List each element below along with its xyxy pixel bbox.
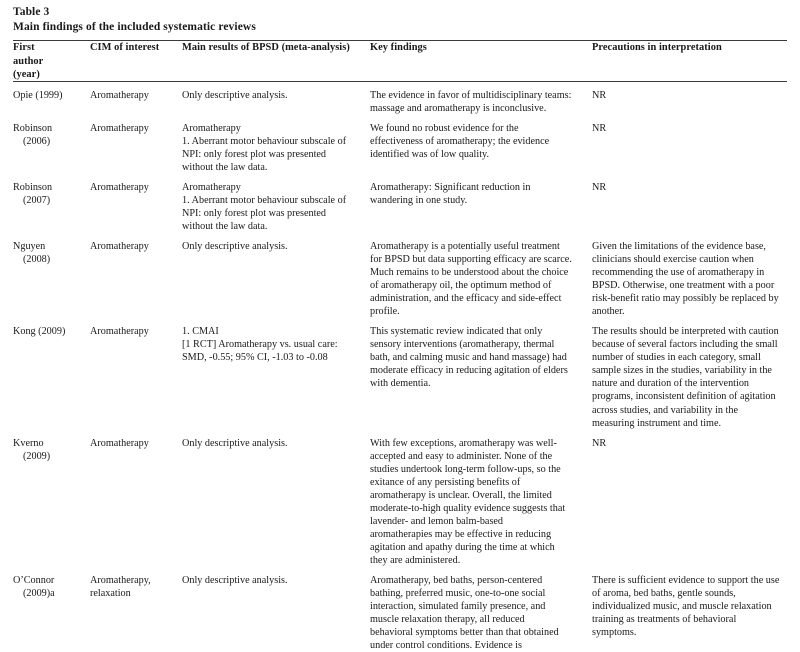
cell-line: wandering in one study.: [370, 194, 592, 207]
cell-line: Aromatherapy is a potentially useful treatment: [370, 240, 592, 253]
cell-line: NR: [592, 181, 787, 194]
cell-first-author: [13, 430, 90, 567]
cell-main-results: [182, 82, 370, 115]
cell-cim-of-interest: [90, 318, 182, 429]
cell-line: BPSD. Otherwise, one treatment with a poor: [592, 279, 787, 292]
cell-line: Only descriptive analysis.: [182, 437, 370, 450]
header-line: [13, 41, 90, 82]
cell-line: clinicians should exercise caution when: [592, 253, 787, 266]
cell-main-results: [182, 115, 370, 174]
cell-line: There is sufficient evidence to support the use: [592, 574, 787, 587]
cell-line: behavioral symptoms better than that obtained: [370, 626, 592, 639]
table-caption-block: [0, 0, 800, 35]
cell-line: identified was of low quality.: [370, 148, 592, 161]
table-row: [13, 115, 787, 174]
cell-line: Aromatherapy: [90, 325, 182, 338]
cell-line: accepted and easy to administer. None of the: [370, 450, 592, 463]
cell-line: 1. Aberrant motor behaviour subscale of: [182, 135, 370, 148]
cell-line: lavender- and lemon balm-based: [370, 515, 592, 528]
cell-line: Aromatherapy: [90, 181, 182, 194]
column-header-cim: [90, 41, 182, 82]
cell-line: number of studies in each category, small: [592, 351, 787, 364]
table-title: Main findings of the included systematic reviews: [13, 20, 787, 35]
cell-line: NPI: only forest plot was presented: [182, 148, 370, 161]
cell-cim-of-interest: [90, 174, 182, 233]
author-year: (2006): [13, 135, 90, 148]
cell-key-findings: [370, 233, 592, 318]
cell-precautions: [592, 318, 787, 429]
cell-first-author: [13, 318, 90, 429]
table-header: [13, 41, 787, 82]
table-header-row: [13, 41, 787, 82]
table-row: [13, 430, 787, 567]
header-line-text: author: [13, 55, 90, 69]
author-year: (2008): [13, 253, 90, 266]
cell-line: recommending the use of aromatherapy in: [592, 266, 787, 279]
cell-precautions: [592, 567, 787, 652]
cell-line: measuring instrument and time.: [592, 417, 787, 430]
cell-line: under control conditions. Evidence is: [370, 639, 592, 652]
header-line-text: First: [13, 41, 90, 55]
cell-line: NR: [592, 89, 787, 102]
cell-line: effectiveness of aromatherapy; the evidence: [370, 135, 592, 148]
cell-line: The results should be interpreted with caution: [592, 325, 787, 338]
column-header-precautions: [592, 41, 787, 82]
cell-line: sample sizes in the studies, variability in the: [592, 364, 787, 377]
author-year: (2009): [13, 450, 90, 463]
cell-line: another.: [592, 305, 787, 318]
cell-first-author: [13, 233, 90, 318]
table-row: [13, 82, 787, 115]
cell-line: of aromatherapy oil, the optimum method of: [370, 279, 592, 292]
cell-line: Much remains to be understood about the choice: [370, 266, 592, 279]
column-header-key-findings: [370, 41, 592, 82]
author-name: Kverno: [13, 437, 90, 450]
cell-line: The evidence in favor of multidisciplinary teams:: [370, 89, 592, 102]
author-name: Robinson: [13, 181, 90, 194]
author-name: O’Connor: [13, 574, 90, 587]
cell-line: they are administered.: [370, 554, 592, 567]
cell-key-findings: [370, 115, 592, 174]
cell-line: individualized music, and muscle relaxation: [592, 600, 787, 613]
table-row: [13, 233, 787, 318]
cell-key-findings: [370, 82, 592, 115]
cell-line: programs, inconsistent definition of agitation: [592, 390, 787, 403]
cell-key-findings: [370, 567, 592, 652]
author-name: Kong (2009): [13, 325, 90, 338]
cell-line: We found no robust evidence for the: [370, 122, 592, 135]
author-name: Opie (1999): [13, 89, 90, 102]
cell-cim-of-interest: [90, 233, 182, 318]
cell-line: with dementia.: [370, 377, 592, 390]
cell-line: risk-benefit ratio may possibly be replaced by: [592, 292, 787, 305]
cell-line: agitation and apathy during the time at which: [370, 541, 592, 554]
column-header-first-author: [13, 41, 90, 82]
cell-line: SMD, -0.55; 95% CI, -1.03 to -0.08: [182, 351, 370, 364]
table-number: Table 3: [13, 5, 787, 19]
cell-line: without the law data.: [182, 220, 370, 233]
header-line: [90, 41, 182, 55]
cell-main-results: [182, 233, 370, 318]
cell-line: With few exceptions, aromatherapy was well-: [370, 437, 592, 450]
cell-line: sensory interventions (aromatherapy, thermal: [370, 338, 592, 351]
cell-main-results: [182, 318, 370, 429]
header-line: [182, 41, 370, 55]
cell-first-author: [13, 115, 90, 174]
cell-line: exitance of any persisting benefits of: [370, 476, 592, 489]
cell-line: Aromatherapy: [182, 181, 370, 194]
cell-precautions: [592, 233, 787, 318]
table-header-rule: [13, 81, 787, 82]
header-line: [592, 41, 787, 55]
cell-line: Aromatherapy: [90, 122, 182, 135]
cell-line: moderate efficacy in reducing agitation of elders: [370, 364, 592, 377]
cell-first-author: [13, 567, 90, 652]
cell-line: Only descriptive analysis.: [182, 240, 370, 253]
cell-line: Given the limitations of the evidence base,: [592, 240, 787, 253]
cell-key-findings: [370, 318, 592, 429]
cell-line: Aromatherapy: [90, 240, 182, 253]
cell-precautions: [592, 174, 787, 233]
findings-table: [13, 41, 787, 652]
table-row: [13, 567, 787, 652]
header-line-text: Main results of BPSD (meta-analysis): [182, 41, 370, 55]
header-line-text: Precautions in interpretation: [592, 41, 787, 55]
cell-line: massage and aromatherapy is inconclusive.: [370, 102, 592, 115]
cell-line: 1. CMAI: [182, 325, 370, 338]
column-header-main-results: [182, 41, 370, 82]
cell-line: interaction, simulated family presence, and: [370, 600, 592, 613]
cell-line: nature and duration of the intervention: [592, 377, 787, 390]
cell-line: Only descriptive analysis.: [182, 574, 370, 587]
author-name: Nguyen: [13, 240, 90, 253]
author-year: (2007): [13, 194, 90, 207]
cell-first-author: [13, 82, 90, 115]
cell-line: This systematic review indicated that only: [370, 325, 592, 338]
cell-line: NPI: only forest plot was presented: [182, 207, 370, 220]
cell-line: Only descriptive analysis.: [182, 89, 370, 102]
cell-line: without the law data.: [182, 161, 370, 174]
cell-line: because of several factors including the small: [592, 338, 787, 351]
header-line-text: (year): [13, 68, 90, 82]
header-line: [370, 41, 592, 55]
cell-line: administration, and the efficacy and side-effect: [370, 292, 592, 305]
cell-line: moderate-to-high quality evidence suggests that: [370, 502, 592, 515]
cell-line: muscle relaxation therapy, all reduced: [370, 613, 592, 626]
cell-line: 1. Aberrant motor behaviour subscale of: [182, 194, 370, 207]
cell-key-findings: [370, 174, 592, 233]
cell-line: Aromatherapy: [90, 437, 182, 450]
cell-line: relaxation: [90, 587, 182, 600]
header-line-text: Key findings: [370, 41, 592, 55]
author-name: Robinson: [13, 122, 90, 135]
cell-main-results: [182, 430, 370, 567]
cell-line: symptoms.: [592, 626, 787, 639]
cell-line: bathing, preferred music, one-to-one social: [370, 587, 592, 600]
cell-line: aromatherapy is unclear. Overall, the limited: [370, 489, 592, 502]
cell-line: aromatherapies may be effective in reducing: [370, 528, 592, 541]
cell-line: Aromatherapy: Significant reduction in: [370, 181, 592, 194]
cell-line: Aromatherapy,: [90, 574, 182, 587]
cell-line: across studies, and variability in the: [592, 404, 787, 417]
cell-precautions: [592, 430, 787, 567]
header-line-text: CIM of interest: [90, 41, 182, 55]
cell-line: profile.: [370, 305, 592, 318]
cell-line: [1 RCT] Aromatherapy vs. usual care:: [182, 338, 370, 351]
cell-line: bath, and calming music and hand massage) had: [370, 351, 592, 364]
cell-line: Aromatherapy, bed baths, person-centered: [370, 574, 592, 587]
cell-precautions: [592, 82, 787, 115]
cell-line: NR: [592, 122, 787, 135]
cell-line: for BPSD but data supporting efficacy are scarce.: [370, 253, 592, 266]
author-year: (2009)a: [13, 587, 90, 600]
cell-line: studies undertook long-term follow-ups, so the: [370, 463, 592, 476]
table-row: [13, 318, 787, 429]
cell-cim-of-interest: [90, 82, 182, 115]
cell-line: of aroma, bed baths, gentle sounds,: [592, 587, 787, 600]
cell-cim-of-interest: [90, 567, 182, 652]
table-row: [13, 174, 787, 233]
cell-key-findings: [370, 430, 592, 567]
cell-cim-of-interest: [90, 430, 182, 567]
cell-precautions: [592, 115, 787, 174]
cell-line: Aromatherapy: [90, 89, 182, 102]
cell-main-results: [182, 567, 370, 652]
cell-main-results: [182, 174, 370, 233]
cell-line: training as treatments of behavioral: [592, 613, 787, 626]
cell-first-author: [13, 174, 90, 233]
cell-line: Aromatherapy: [182, 122, 370, 135]
cell-line: NR: [592, 437, 787, 450]
cell-cim-of-interest: [90, 115, 182, 174]
table-body: [13, 82, 787, 652]
